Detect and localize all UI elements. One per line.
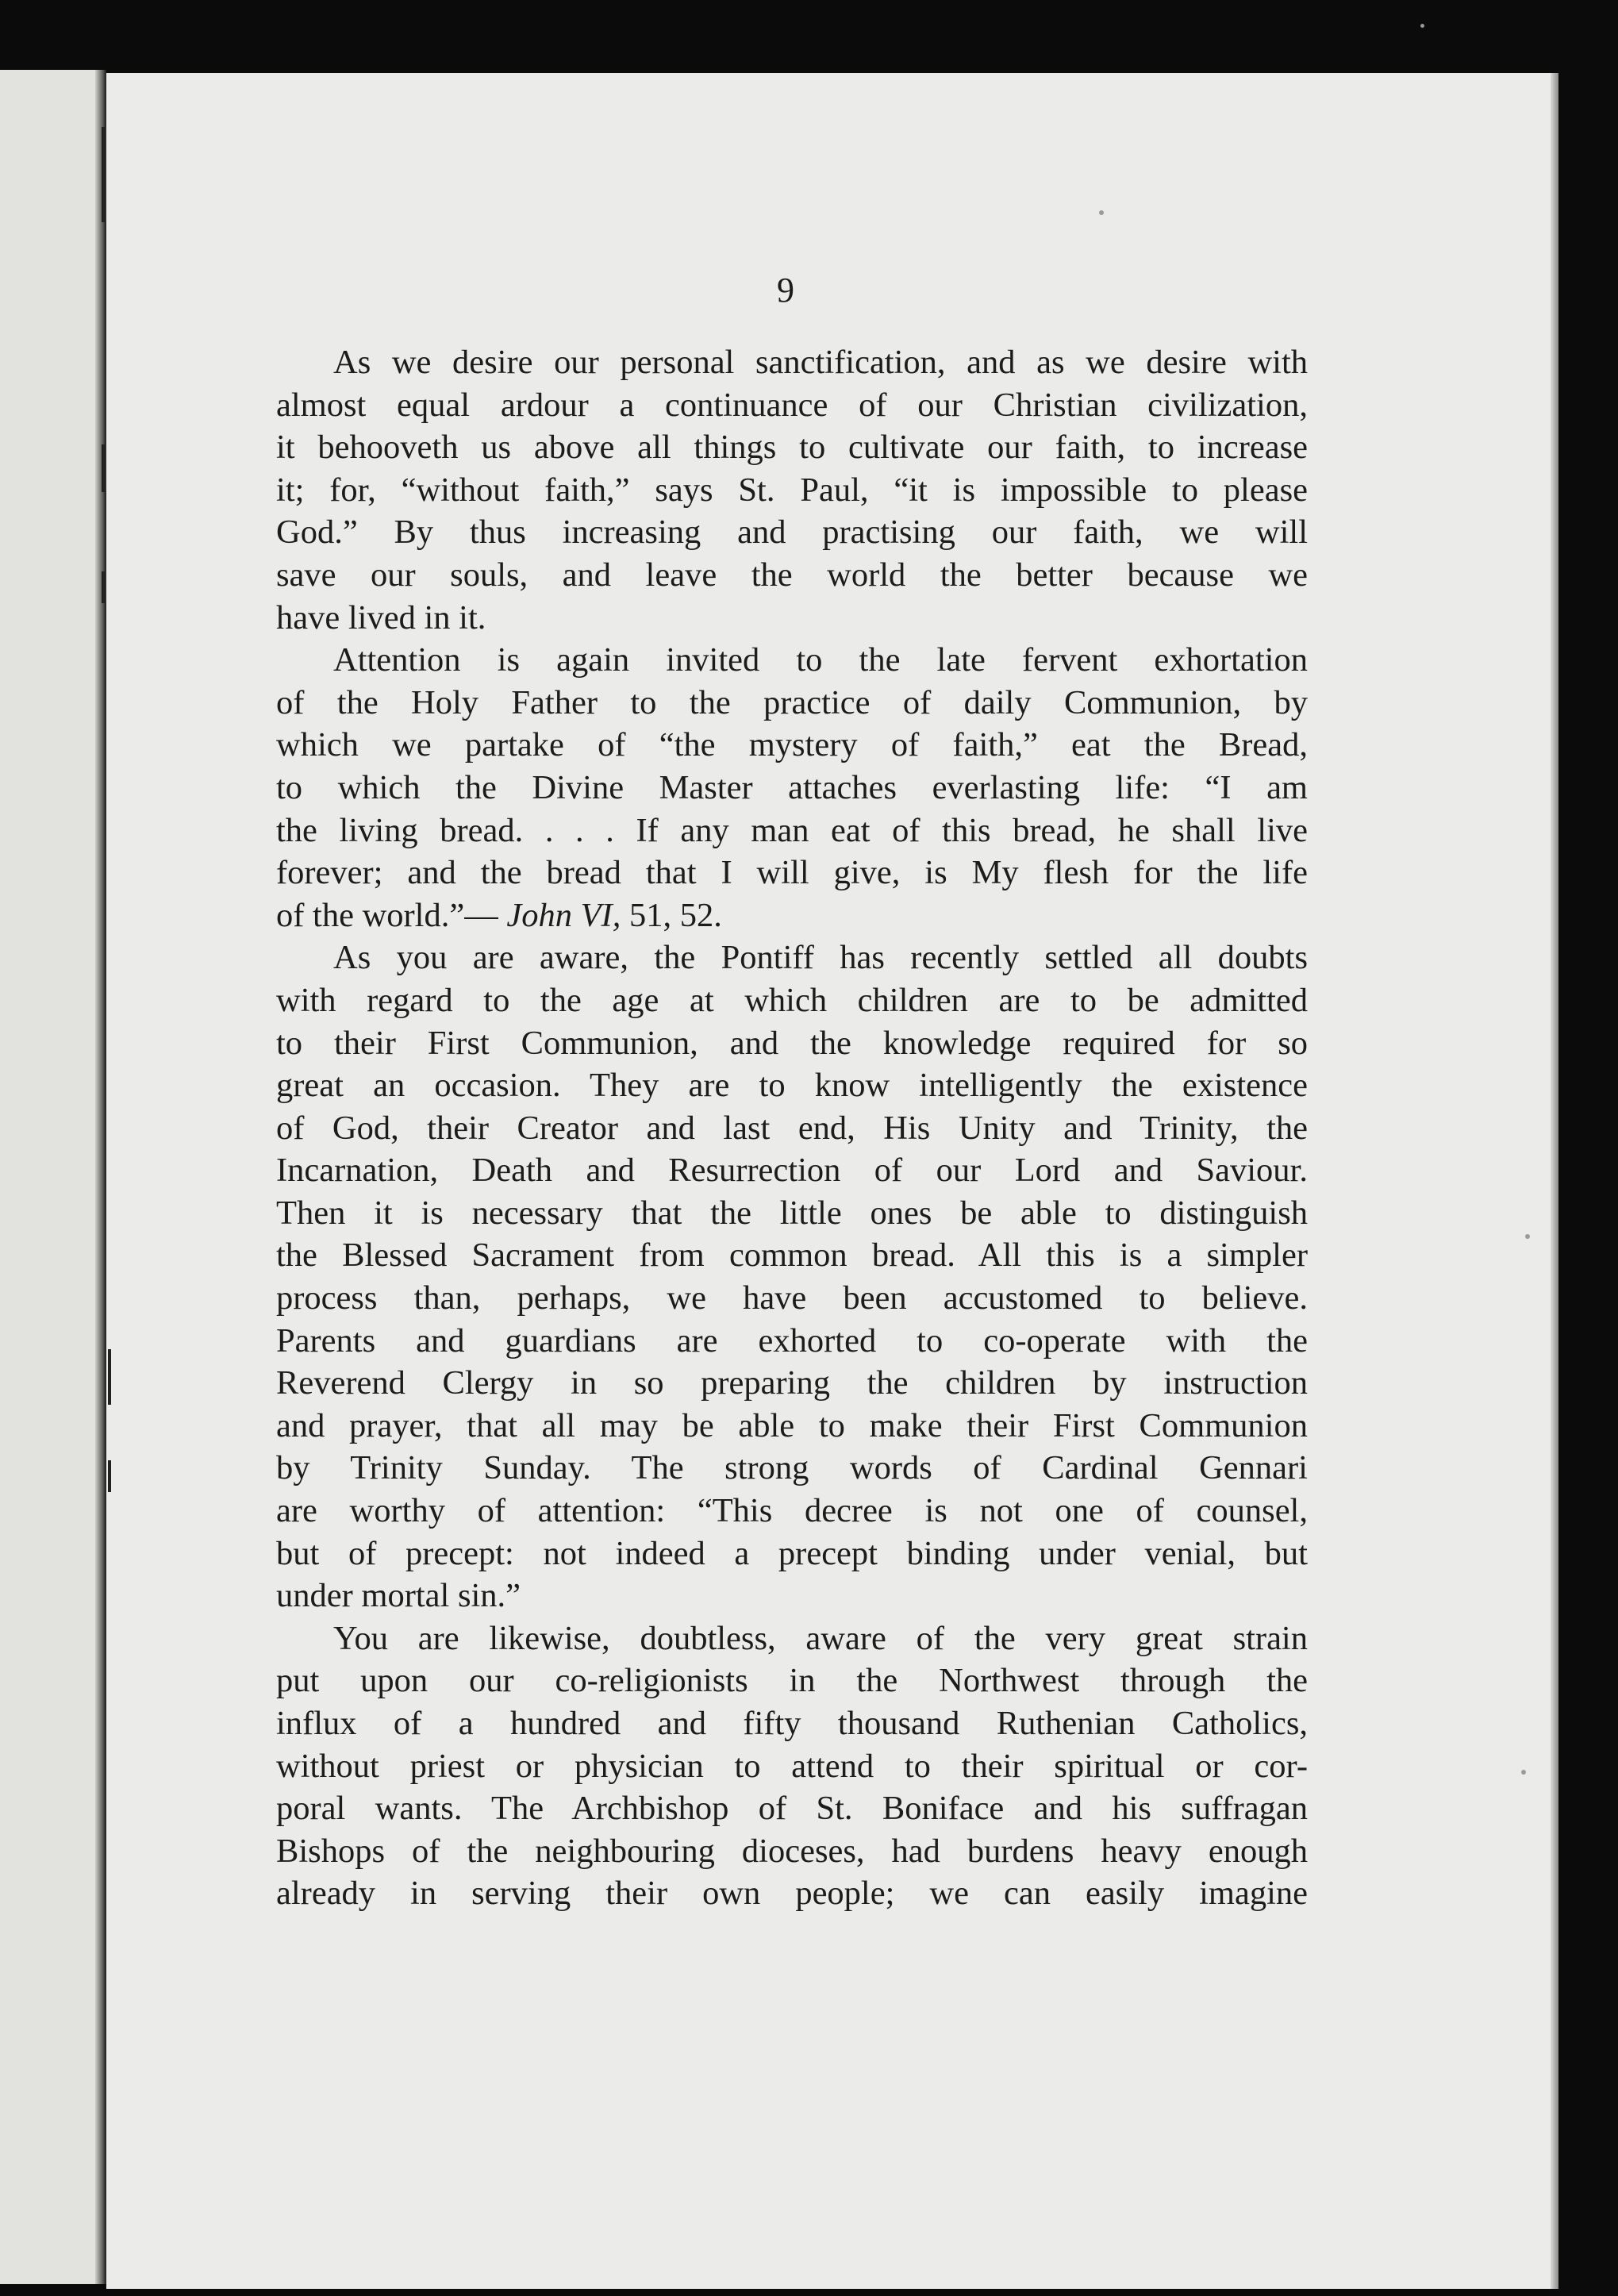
text-line: without priest or physician to attend to their spiritual or cor-	[276, 1747, 1308, 1785]
text-line: You are likewise, doubtless, aware of the very great strain	[333, 1619, 1308, 1657]
text-line: have lived in it.	[276, 598, 486, 636]
text-line: and prayer, that all may be able to make their First Communion	[276, 1406, 1308, 1444]
text-line: it behooveth us above all things to cultivate our faith, to increase	[276, 429, 1308, 467]
text-line: already in serving their own people; we can easily imagine	[276, 1875, 1308, 1913]
dust-speck	[1521, 1770, 1526, 1775]
text-line: Bishops of the neighbouring dioceses, had burdens heavy enough	[276, 1832, 1308, 1870]
page-right-edge	[1551, 73, 1558, 2289]
text-line: but of precept: not indeed a precept binding under venial, but	[276, 1534, 1308, 1572]
text-line-with-citation	[276, 894, 1308, 937]
page-number: 9	[777, 271, 794, 310]
paragraph-sanctification	[276, 341, 1308, 639]
paragraph-first-communion	[276, 936, 1308, 1617]
text-line: Incarnation, Death and Resurrection of our Lord and Saviour.	[276, 1152, 1308, 1190]
binding-shadow	[95, 70, 106, 2284]
text-line: almost equal ardour a continuance of our Christian civilization,	[276, 386, 1308, 424]
margin-mark	[102, 444, 105, 492]
text-line: to which the Divine Master attaches everlasting life: “I am	[276, 768, 1308, 806]
text-line: Reverend Clergy in so preparing the children by instruction	[276, 1364, 1308, 1402]
text-line: God.” By thus increasing and practising our faith, we will	[276, 513, 1308, 552]
text-line: under mortal sin.”	[276, 1577, 521, 1615]
text-line: As we desire our personal sanctification, and as we desire with	[333, 344, 1308, 381]
citation-verses: 51, 52.	[621, 896, 722, 934]
text-line: process than, perhaps, we have been accustomed to believe.	[276, 1279, 1308, 1317]
text-line: the Blessed Sacrament from common bread. All this is a simpler	[276, 1236, 1308, 1275]
text-line: influx of a hundred and fifty thousand Ruthenian Catholics,	[276, 1705, 1308, 1742]
body-text	[276, 341, 1308, 1915]
text-line: by Trinity Sunday. The strong words of Cardinal Gennari	[276, 1449, 1308, 1487]
text-line: put upon our co-religionists in the Northwest through the	[276, 1662, 1308, 1700]
text-line: save our souls, and leave the world the better because we	[276, 556, 1308, 594]
text-line: with regard to the age at which children are to be admitted	[276, 981, 1308, 1019]
text-line: poral wants. The Archbishop of St. Boniface and his suffragan	[276, 1790, 1308, 1828]
paragraph-ruthenian-catholics	[276, 1617, 1308, 1915]
text-line: Parents and guardians are exhorted to co-operate with the	[276, 1321, 1308, 1360]
text-line: to their First Communion, and the knowledge required for so	[276, 1024, 1308, 1062]
text-line: Then it is necessary that the little ones be able to distinguish	[276, 1194, 1308, 1232]
text-line: are worthy of attention: “This decree is not one of counsel,	[276, 1492, 1308, 1530]
text-line: it; for, “without faith,” says St. Paul, “it is impossible to please	[276, 471, 1308, 509]
margin-mark	[102, 127, 105, 222]
text-line: the living bread. . . . If any man eat of this bread, he shall live	[276, 811, 1308, 849]
scripture-citation: John VI,	[506, 896, 621, 934]
paragraph-daily-communion	[276, 639, 1308, 936]
margin-mark	[108, 1460, 111, 1492]
text-line: Attention is again invited to the late fervent exhortation	[333, 641, 1308, 679]
dust-speck	[1099, 210, 1104, 215]
margin-mark	[108, 1349, 111, 1405]
text-line: great an occasion. They are to know intelligently the existence	[276, 1067, 1308, 1105]
text-line: of the Holy Father to the practice of daily Communion, by	[276, 683, 1308, 721]
text-fragment: of the world.”—	[276, 896, 507, 934]
text-line: of God, their Creator and last end, His Unity and Trinity, the	[276, 1109, 1308, 1147]
text-line: As you are aware, the Pontiff has recently settled all doubts	[333, 939, 1308, 977]
margin-mark	[102, 571, 105, 603]
facing-page-edge	[0, 70, 102, 2284]
text-line: which we partake of “the mystery of faith,” eat the Bread,	[276, 726, 1308, 764]
text-line: forever; and the bread that I will give, is My flesh for the life	[276, 854, 1308, 892]
dust-speck	[1525, 1234, 1530, 1239]
dust-speck	[1420, 24, 1424, 28]
